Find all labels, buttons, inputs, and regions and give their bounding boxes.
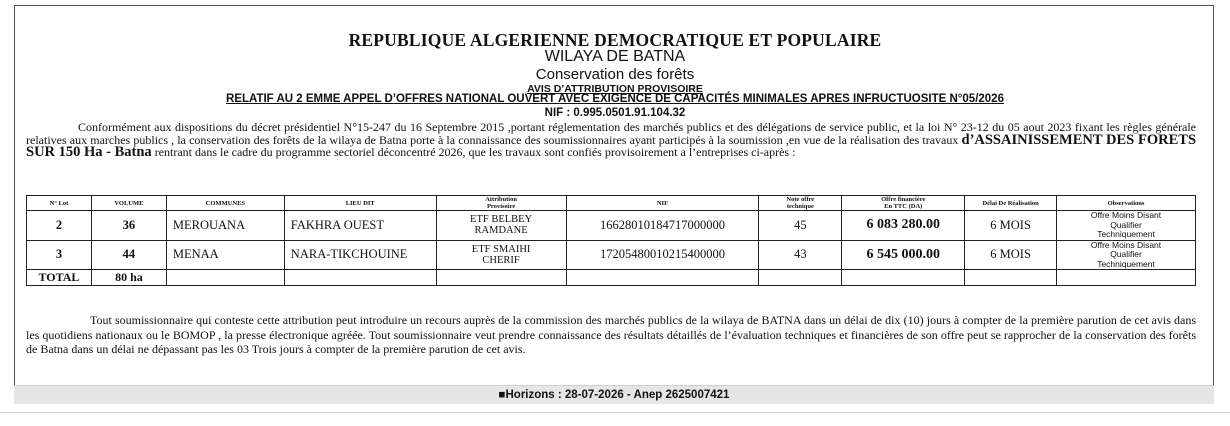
- header-delai: Délai De Réalisation: [965, 196, 1057, 211]
- republic-title: REPUBLIQUE ALGERIENNE DEMOCRATIQUE ET POPULAIRE: [348, 30, 882, 50]
- intro-emphasis: d’ASSAINISSEMENT DES FORETS SUR 150 Ha - Batna: [26, 131, 1197, 160]
- wilaya-title: WILAYA DE BATNA: [544, 48, 686, 65]
- total-label: TOTAL: [27, 270, 92, 286]
- intro-text-1: Conformément aux dispositions du décret présidentiel N°15-247 du 16 Septembre 2015 ,portant réglementation des marchés publics et des délégations de service public, et la loi N° 23-12 du 05 aout 2023 fixant les règles générale relatives aux marches publics , la conservation des forêts de la wilaya de Batna porte à la connaissance des soumissionnaires ayant participés à la soumission ,en vue de la réalisation des travaux: [26, 120, 1196, 147]
- header-lot: N° Lot: [27, 196, 92, 211]
- header-nif: NIF: [566, 196, 759, 211]
- cell-offre: 6 083 280.00: [842, 211, 965, 241]
- cell-note: 45: [759, 211, 842, 241]
- total-volume: 80 ha: [91, 270, 166, 286]
- cell-delai: 6 MOIS: [965, 240, 1057, 270]
- cell-nif: 17205480010215400000: [566, 240, 759, 270]
- divider: [0, 412, 1230, 413]
- cell-nif: 16628010184717000000: [566, 211, 759, 241]
- table-total-row: [27, 270, 1196, 286]
- notice-type: AVIS D’ATTRIBUTION PROVISOIRE: [527, 83, 703, 95]
- cell-offre: 6 545 000.00: [842, 240, 965, 270]
- cell-lieu: FAKHRA OUEST: [284, 211, 436, 241]
- cell-delai: 6 MOIS: [965, 211, 1057, 241]
- cell-lot: 2: [27, 211, 92, 241]
- cell-attribution: ETF SMAIHI CHERIF: [436, 240, 566, 270]
- table-row: [27, 211, 1196, 241]
- cell-lot: 3: [27, 240, 92, 270]
- cell-lieu: NARA-TIKCHOUINE: [284, 240, 436, 270]
- cell-volume: 44: [91, 240, 166, 270]
- attribution-table: [26, 195, 1196, 286]
- closing-paragraph: [26, 313, 1196, 357]
- closing-text: Tout soumissionnaire qui conteste cette attribution peut introduire un recours auprès de la commission des marchés publics de la wilaya de BATNA dans un délai de dix (10) jours à compter de la première parution de cet avis dans les quotidiens nationaux ou le BOMOP , la presse électronique agréée. Tout soumissionnaire veut prendre connaissance des résultats détaillés de l’évaluation techniques et financières de son offre peut se rapprocher de la conservation des forêts de Batna dans un délai ne dépassant pas les 03 Trois jours à compter de la première parution de cet avis.: [26, 313, 1196, 356]
- nif-number: NIF : 0.995.0501.91.104.32: [544, 107, 686, 119]
- publication-footer: ■Horizons : 28-07-2026 - Anep 2625007421: [14, 385, 1214, 404]
- cell-note: 43: [759, 240, 842, 270]
- header-volume: VOLUME: [91, 196, 166, 211]
- notice-subject: RELATIF AU 2 EMME APPEL D’OFFRES NATIONAL OUVERT AVEC EXIGENCE DE CAPACITÉS MINIMALES APRES INFRUCTUOSITE N°05/2026: [226, 93, 1004, 105]
- intro-paragraph: [26, 121, 1196, 159]
- header-observations: Observations: [1057, 196, 1196, 211]
- table-header-row: [27, 196, 1196, 211]
- intro-text-2: rentrant dans le cadre du programme sectoriel déconcentré 2026, que les travaux sont confiés provisoirement a l’entreprises ci-après :: [151, 145, 796, 159]
- cell-observations: Offre Moins Disant Qualifier Techniquement: [1057, 211, 1196, 241]
- cell-observations: Offre Moins Disant Qualifier Techniquement: [1057, 240, 1196, 270]
- cell-volume: 36: [91, 211, 166, 241]
- cell-commune: MENAA: [166, 240, 284, 270]
- header-communes: COMMUNES: [166, 196, 284, 211]
- conservation-title: Conservation des forêts: [535, 66, 695, 83]
- header-lieu: LIEU DIT: [284, 196, 436, 211]
- header-offre: Offre financière En TTC (DA): [842, 196, 965, 211]
- cell-commune: MEROUANA: [166, 211, 284, 241]
- header-attribution: Attribution Provisoire: [436, 196, 566, 211]
- header-note: Note offre technique: [759, 196, 842, 211]
- cell-attribution: ETF BELBEY RAMDANE: [436, 211, 566, 241]
- table-row: [27, 240, 1196, 270]
